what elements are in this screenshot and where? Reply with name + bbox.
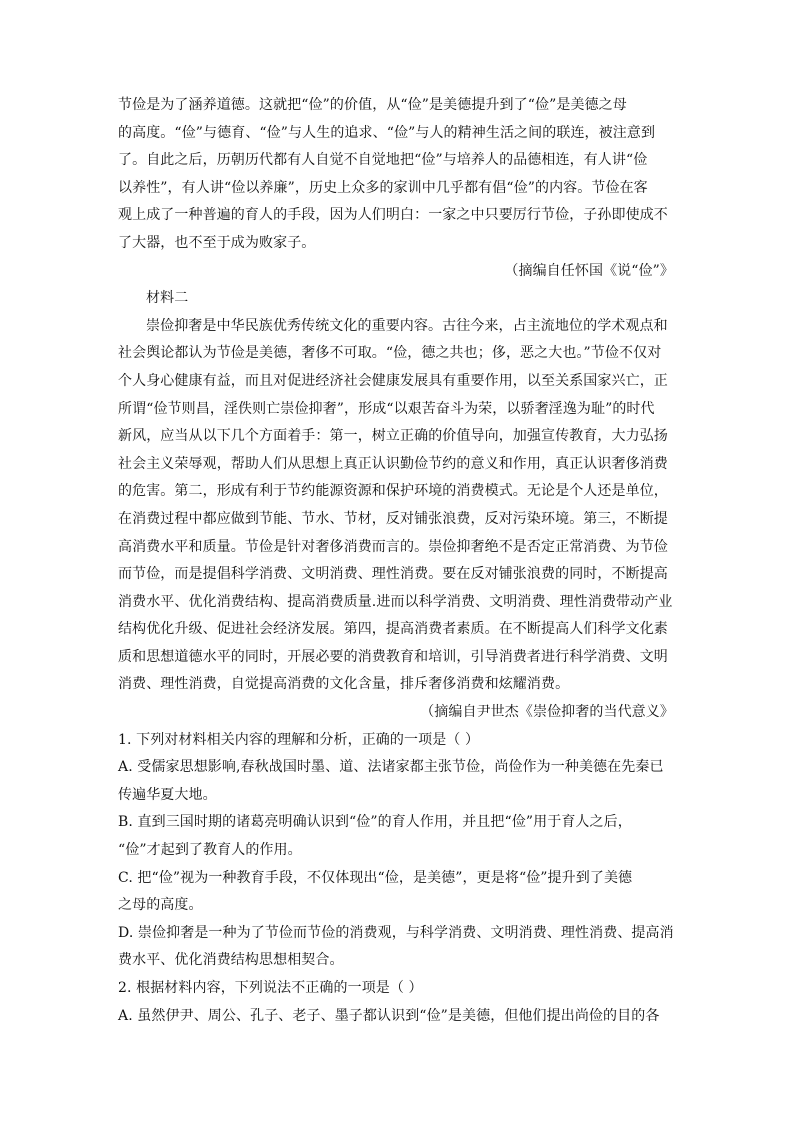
text-line: 的危害。第二，形成有利于节约能源资源和保护环境的消费模式。无论是个人还是单位， (118, 483, 668, 500)
section-heading: 材料二 (146, 290, 189, 307)
question-1 (118, 727, 674, 975)
option-a-line: A. 虽然伊尹、周公、孔子、老子、墨子都认识到“俭”是美德，但他们提出尚俭的目的各 (118, 1007, 660, 1024)
option-b-line: “俭”才起到了教育人的作用。 (118, 842, 302, 859)
text-line: 观上成了一种普遍的育人的手段，因为人们明白：一家之中只要厉行节俭，子孙即使成不 (118, 207, 668, 224)
question-stem: 1. 下列对材料相关内容的理解和分析，正确的一项是（ ） (118, 731, 480, 748)
text-line: 所谓“俭节则昌，淫佚则亡崇俭抑奢”，形成“以艰苦奋斗为荣，以骄奢淫逸为耻”的时代 (118, 400, 655, 417)
text-line: 高消费水平和质量。节俭是针对奢侈消费而言的。崇俭抑奢绝不是否定正常消费、为节俭 (118, 538, 668, 555)
passage-1 (118, 92, 674, 285)
question-2 (118, 975, 674, 1030)
text-line: 消费、理性消费，自觉提高消费的文化含量，排斥奢侈消费和炫耀消费。 (118, 676, 570, 693)
question-stem: 2. 根据材料内容，下列说法不正确的一项是（ ） (118, 980, 423, 996)
text-line: 而节俭，而是提倡科学消费、文明消费、理性消费。要在反对铺张浪费的同时，不断提高 (118, 566, 668, 583)
text-line: 的高度。“俭”与德育、“俭”与人生的追求、“俭”与人的精神生活之间的联连，被注意到 (118, 124, 656, 141)
option-d-line: 费水平、优化消费结构思想相契合。 (118, 952, 344, 969)
text-line: 新风，应当从以下几个方面着手：第一，树立正确的价值导向，加强宣传教育，大力弘扬 (118, 428, 668, 445)
source-citation: （摘编自尹世杰《崇俭抑奢的当代意义》 (420, 704, 674, 721)
text-line: 消费水平、优化消费结构、提高消费质量.进而以科学消费、文明消费、理性消费带动产业 (118, 593, 673, 610)
text-line: 质和思想道德水平的同时，开展必要的消费教育和培训，引导消费者进行科学消费、文明 (118, 648, 668, 665)
text-line: 节俭是为了涵养道德。这就把“俭”的价值，从“俭”是美德提升到了“俭”是美德之母 (118, 97, 627, 113)
option-b-line: B. 直到三国时期的诸葛亮明确认识到“俭”的育人作用，并且把“俭”用于育人之后， (118, 814, 632, 831)
passage-2 (118, 285, 674, 727)
source-citation: （摘编自任怀国《说“俭”》 (504, 262, 674, 279)
option-d-line: D. 崇俭抑奢是一种为了节俭而节俭的消费观，与科学消费、文明消费、理性消费、提高消 (118, 924, 674, 941)
text-line: 结构优化升级、促进社会经济发展。第四，提高消费者素质。在不断提高人们科学文化素 (118, 621, 668, 638)
option-c-line: C. 把“俭”视为一种教育手段，不仅体现出“俭，是美德”，更是将“俭”提升到了美德 (118, 869, 633, 886)
text-line: 个人身心健康有益，而且对促进经济社会健康发展具有重要作用，以至关系国家兴亡，正 (118, 372, 668, 389)
text-line: 在消费过程中都应做到节能、节水、节材，反对铺张浪费，反对污染环境。第三，不断提 (118, 510, 668, 527)
text-line: 崇俭抑奢是中华民族优秀传统文化的重要内容。古往今来，占主流地位的学术观点和 (146, 317, 668, 334)
option-c-line: 之母的高度。 (118, 897, 203, 914)
document-page (118, 92, 674, 1030)
option-a-line: A. 受儒家思想影响,春秋战国时墨、道、法诸家都主张节俭，尚俭作为一种美德在先秦已 (118, 759, 664, 776)
option-a-line: 传遍华夏大地。 (118, 786, 217, 803)
text-line: 了大器，也不至于成为败家子。 (118, 234, 316, 251)
text-line: 了。自此之后，历朝历代都有人自觉不自觉地把“俭”与培养人的品德相连，有人讲“俭 (118, 152, 648, 169)
text-line: 以养性”，有人讲“俭以养廉”，历史上众多的家训中几乎都有倡“俭”的内容。节俭在客 (118, 179, 648, 196)
text-line: 社会主义荣辱观，帮助人们从思想上真正认识勤俭节约的意义和作用，真正认识奢侈消费 (118, 455, 668, 472)
text-line: 社会舆论都认为节俭是美德，奢侈不可取。“俭，德之共也；侈，恶之大也。”节俭不仅对 (118, 345, 662, 362)
